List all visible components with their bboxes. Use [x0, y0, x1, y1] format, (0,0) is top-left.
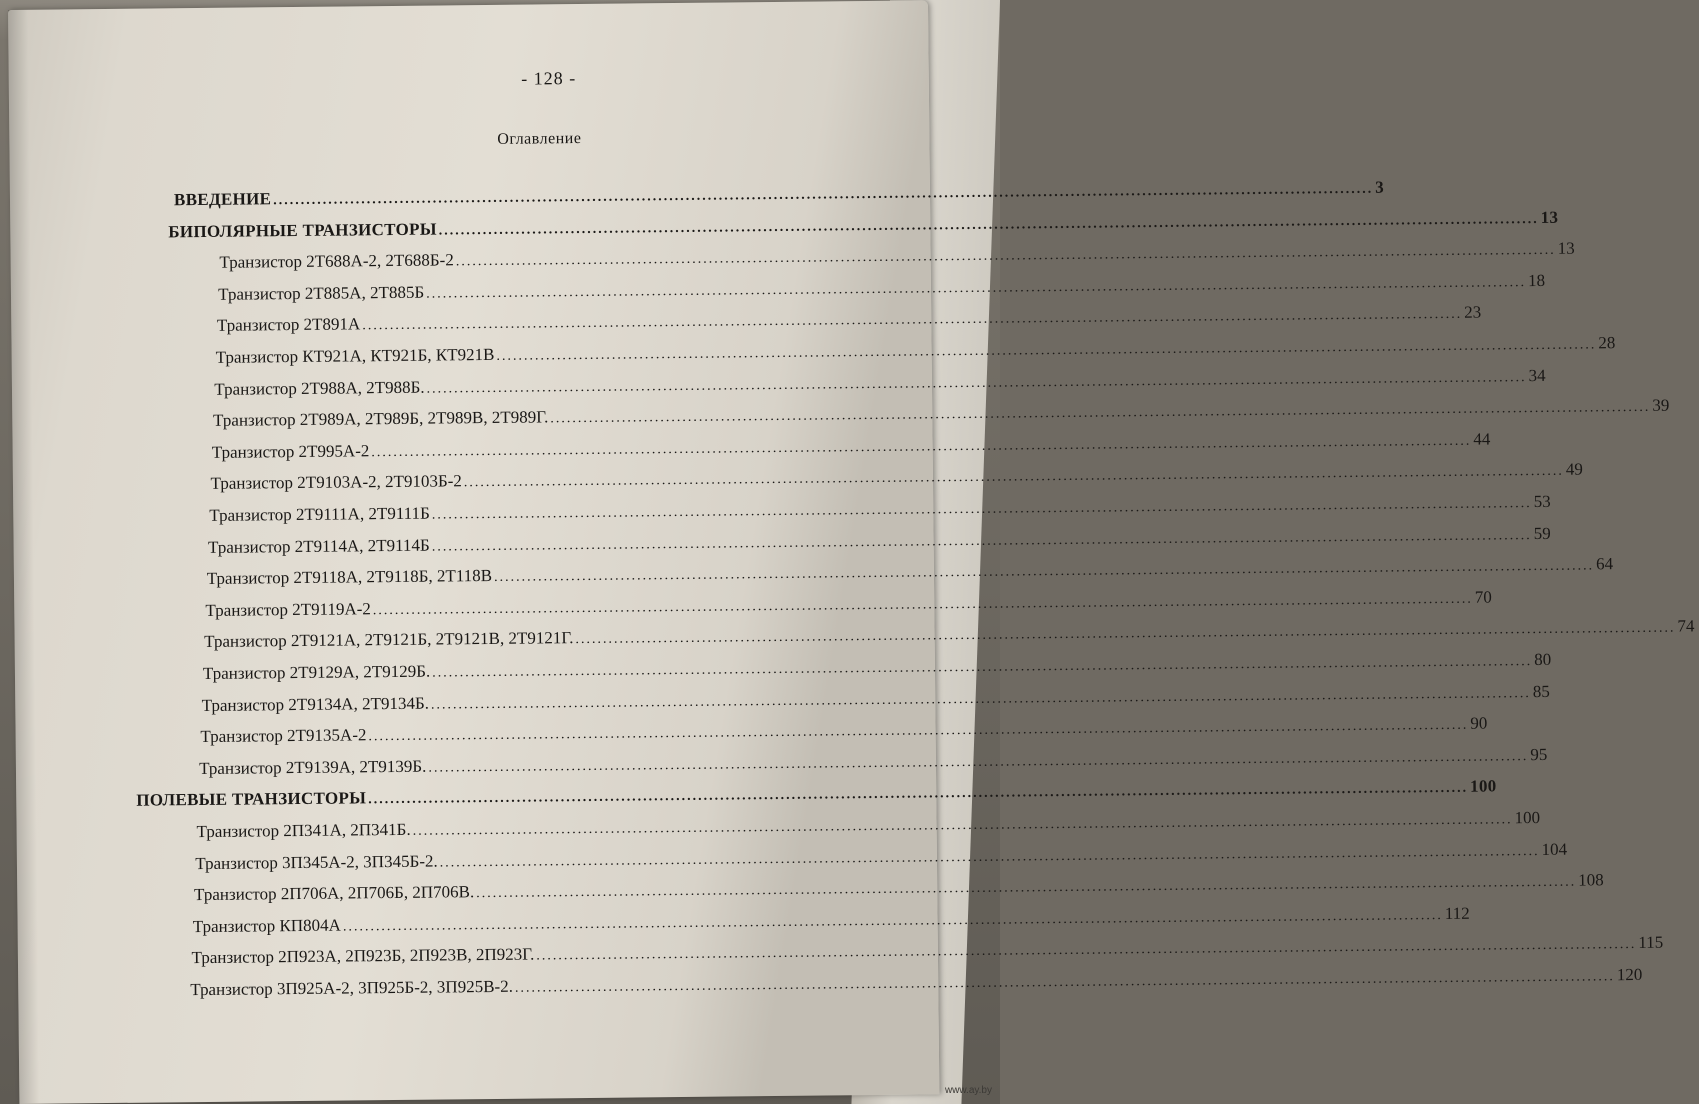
table-of-contents [10, 177, 1695, 1000]
toc-entry-page: 100 [1514, 808, 1541, 828]
toc-entry-page: 120 [1616, 964, 1643, 985]
toc-entry-label: Транзистор 2Т9103А-2, 2Т9103Б-2 [210, 471, 462, 494]
toc-entry-page: 3 [1375, 177, 1385, 197]
toc-entry [211, 429, 1491, 473]
toc-leader-dots: ........................................................................................................................................................................................................ [412, 812, 1513, 839]
toc-entry-page: 90 [1470, 713, 1488, 733]
toc-entry-label: Транзистор КП804А [192, 915, 341, 936]
toc-entry-label: Транзистор 3П925А-2, 3П925Б-2, 3П925В-2. [190, 976, 513, 1000]
toc-entry-page: 80 [1534, 649, 1552, 670]
toc-leader-dots: ........................................................................................................................................................................................................ [463, 464, 1564, 491]
toc-leader-dots: ........................................................................................................................................................................................................ [426, 369, 1527, 397]
toc-entry-page: 64 [1595, 554, 1614, 574]
toc-entry-label: Транзистор 2Т9139А, 2Т9139Б. [199, 756, 427, 778]
toc-leader-dots: ........................................................................................................................................................................................................ [494, 558, 1595, 586]
toc-entry-label: ВВЕДЕНИЕ [173, 189, 272, 210]
toc-entry-page: 49 [1565, 459, 1583, 480]
toc-leader-dots: ........................................................................................................................................................................................................ [439, 843, 1540, 871]
toc-entry-label: Транзистор 2Т891А [216, 314, 361, 336]
toc-entry-page: 104 [1541, 839, 1568, 859]
toc-entry-page: 85 [1532, 681, 1550, 701]
toc-entry-label: Транзистор 3П345А-2, 3П345Б-2. [195, 851, 438, 873]
toc-entry [195, 839, 1568, 884]
toc-entry-page: 23 [1464, 302, 1482, 323]
toc-entry-page: 108 [1578, 870, 1604, 890]
toc-entry-label: Транзистор 2Т885А, 2Т885Б [218, 282, 425, 304]
toc-title: Оглавление [497, 130, 582, 148]
toc-leader-dots: ........................................................................................................................................................................................................ [426, 274, 1527, 302]
toc-entry-page: 59 [1533, 523, 1551, 543]
toc-leader-dots: ........................................................................................................................................................................................................ [455, 242, 1556, 270]
toc-entry-label: Транзистор 2Т988А, 2Т988Б. [214, 377, 425, 399]
toc-entry-page: 115 [1638, 933, 1664, 953]
toc-entry-page: 70 [1474, 587, 1492, 607]
toc-entry-label: Транзистор 2Т9114А, 2Т9114Б [207, 535, 430, 557]
toc-entry-page: 112 [1444, 903, 1470, 923]
toc-leader-dots: ........................................................................................................................................................................................................ [368, 717, 1469, 745]
toc-leader-dots: ........................................................................................................................................................................................................ [372, 591, 1473, 619]
toc-entry-label: Транзистор 2Т9135А-2 [200, 725, 367, 747]
toc-entry-label: Транзистор 2П341А, 2П341Б. [196, 819, 411, 842]
toc-entry-label: Транзистор 2П923А, 2П923Б, 2П923В, 2П923Г. [191, 944, 535, 968]
toc-entry-page: 44 [1473, 429, 1491, 449]
toc-leader-dots: ........................................................................................................................................................................................................ [342, 907, 1443, 935]
page-number: - 128 - [521, 68, 577, 89]
toc-entry-label: Транзистор 2Т688А-2, 2Т688Б-2 [219, 250, 454, 272]
toc-entry-label: ПОЛЕВЫЕ ТРАНЗИСТОРЫ [136, 788, 367, 811]
toc-entry-label: Транзистор 2Т9121А, 2Т9121Б, 2Т9121В, 2Т9121Г. [204, 628, 574, 652]
toc-entry-page: 95 [1530, 744, 1548, 764]
toc-entry-label: Транзистор 2Т995А-2 [211, 441, 370, 462]
toc-entry-page: 13 [1540, 207, 1559, 227]
toc-entry-page: 18 [1528, 270, 1546, 290]
toc-entry-page: 53 [1533, 491, 1551, 512]
toc-entry-label: Транзистор КТ921А, КТ921Б, КТ921В [215, 344, 495, 367]
toc-entry-page: 13 [1557, 238, 1575, 258]
toc-leader-dots: ........................................................................................................................................................................................................ [362, 307, 1463, 334]
toc-entry-page: 100 [1469, 776, 1497, 797]
toc-entry-label: Транзистор 2П706А, 2П706Б, 2П706В. [193, 882, 475, 905]
watermark: www.ay.by [944, 1085, 992, 1096]
toc-entry-label: Транзистор 2Т9119А-2 [205, 599, 371, 620]
toc-leader-dots: ........................................................................................................................................................................................................ [273, 181, 1374, 209]
toc-entry [216, 302, 1482, 346]
toc-entry-label: Транзистор 2Т9118А, 2Т9118Б, 2Т118В [206, 566, 493, 589]
toc-leader-dots: ........................................................................................................................................................................................................ [371, 433, 1472, 461]
toc-entry-page: 74 [1677, 616, 1695, 636]
toc-leader-dots: ........................................................................................................................................................................................................ [496, 337, 1597, 364]
toc-leader-dots: ........................................................................................................................................................................................................ [431, 496, 1532, 523]
toc-leader-dots: ........................................................................................................................................................................................................ [550, 400, 1651, 427]
toc-leader-dots: ........................................................................................................................................................................................................ [476, 874, 1577, 902]
toc-entry [192, 903, 1470, 947]
toc-entry-page: 34 [1528, 365, 1546, 385]
toc-leader-dots: ........................................................................................................................................................................................................ [428, 748, 1529, 776]
toc-entry-page: 39 [1652, 395, 1670, 415]
toc-entry-label: Транзистор 2Т9111А, 2Т9111Б [209, 503, 430, 525]
toc-entry-label: Транзистор 2Т9129А, 2Т9129Б. [202, 661, 431, 683]
toc-entry-label: Транзистор 2Т989А, 2Т989Б, 2Т989В, 2Т989Г. [213, 407, 549, 431]
toc-entry-label: БИПОЛЯРНЫЕ ТРАНЗИСТОРЫ [168, 219, 437, 241]
toc-leader-dots: ........................................................................................................................................................................................................ [575, 620, 1676, 648]
toc-entry [207, 523, 1551, 568]
toc-leader-dots: ........................................................................................................................................................................................................ [431, 527, 1532, 555]
toc-leader-dots: ........................................................................................................................................................................................................ [438, 211, 1539, 239]
toc-leader-dots: ........................................................................................................................................................................................................ [430, 685, 1531, 713]
toc-entry [200, 713, 1488, 757]
toc-entry-label: Транзистор 2Т9134А, 2Т9134Б. [201, 693, 430, 715]
toc-entry-page: 28 [1598, 333, 1616, 353]
toc-entry [214, 365, 1546, 410]
toc-leader-dots: ........................................................................................................................................................................................................ [368, 781, 1469, 808]
toc-leader-dots: ........................................................................................................................................................................................................ [432, 654, 1533, 681]
toc-leader-dots: ........................................................................................................................................................................................................ [536, 937, 1637, 964]
toc-entry [190, 964, 1643, 1010]
toc-leader-dots: ........................................................................................................................................................................................................ [514, 969, 1615, 996]
toc-entry [196, 808, 1541, 852]
toc-entry [205, 587, 1492, 631]
